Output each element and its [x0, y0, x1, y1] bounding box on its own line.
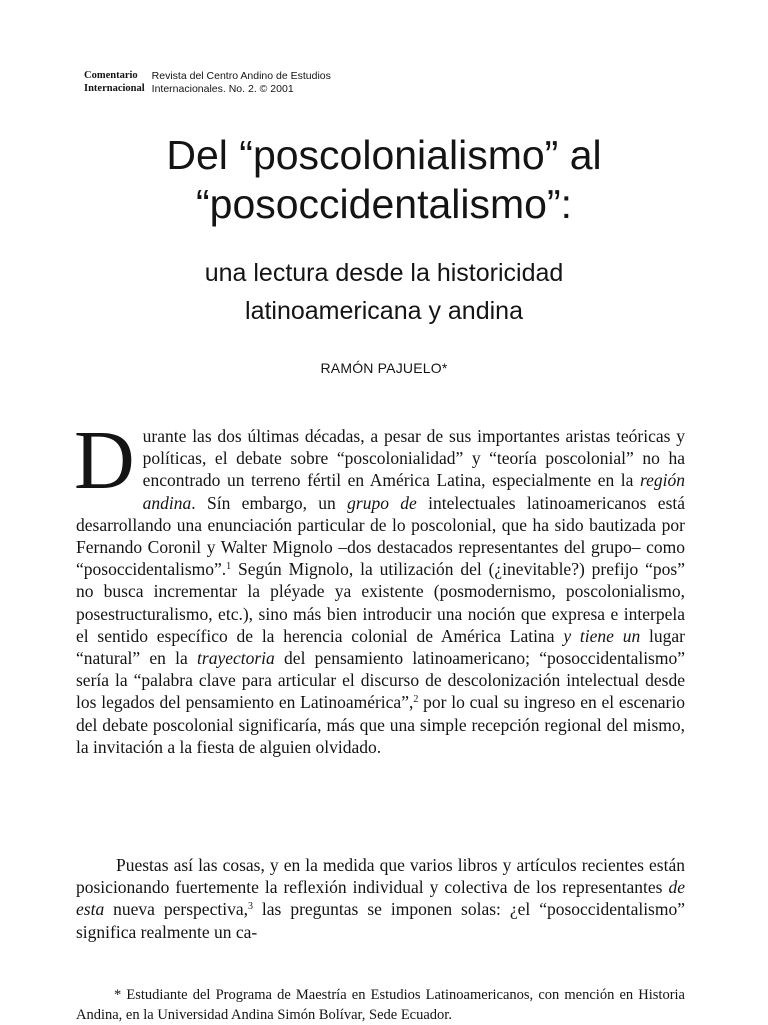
p1-emphasis-d: y tiene un [563, 625, 641, 646]
p1-text-c: intelectuales latinoamericanos está desarrollando una enunciación particular de lo poscolonial, que ha sido bautizada por Fernando Coronil y Walter Mignolo –dos destacados representantes del grupo– como “posoccidentalismo”. [76, 492, 686, 580]
p1-text-a: urante las dos últimas décadas, a pesar de sus importantes aristas teóricas y políticas, el debate sobre “poscolonialidad” y “teoría poscolonial” no ha encontrado un terreno fértil en América Latina, especialmente en la [142, 426, 685, 491]
body-paragraph-2 [76, 854, 685, 943]
drop-cap: D [74, 414, 135, 507]
journal-citation [152, 70, 331, 95]
article-title-line-2: “posoccidentalismo”: [196, 181, 572, 227]
article-title-line-1: Del “poscolonialismo” al [166, 132, 602, 178]
p1-emphasis-b: grupo de [347, 492, 417, 513]
p2-text-a: Puestas así las cosas, y en la medida que varios libros y artículos recientes están posicionando fuertemente la reflexión individual y colectiva de los representantes [76, 855, 685, 898]
author-footnote: * Estudiante del Programa de Maestría en Estudios Latinoamericanos, con mención en Historia Andina, en la Universidad Andina Simón Bolívar, Sede Ecuador. [76, 987, 685, 1023]
p1-emphasis-a: región andina [142, 470, 685, 513]
article-subtitle-line-2: latinoamericana y andina [245, 297, 523, 325]
journal-header [84, 70, 331, 95]
p1-emphasis-e: trayectoria [197, 648, 275, 669]
brand-line-2: Internacional [84, 82, 145, 94]
p2-text-b: nueva perspectiva, [104, 899, 248, 920]
article-subtitle-line-1: una lectura desde la historicidad [204, 259, 564, 287]
p1-text-e: lugar “natural” en la [76, 625, 685, 669]
p2-text-c: las preguntas se imponen solas: ¿el “posoccidentalismo” significa realmente un ca- [76, 899, 686, 942]
citation-line-1: Revista del Centro Andino de Estudios [151, 70, 331, 82]
footnote-ref-2: 2 [413, 694, 419, 706]
p2-emphasis-a: de esta [76, 877, 685, 920]
footnote-ref-1: 1 [226, 561, 232, 573]
p1-text-b: . Sín embargo, un [191, 492, 348, 513]
article-author: RAMÓN PAJUELO* [320, 360, 448, 376]
footnote-ref-3: 3 [247, 901, 253, 913]
p1-text-f: del pensamiento latinoamericano; “posoccidentalismo” sería la “palabra clave para articular el discurso de descolonización intelectual desde los legados del pensamiento en Latinoamérica”, [76, 648, 685, 713]
body-paragraph-1 [74, 414, 686, 758]
citation-line-2: Internacionales. No. 2. © 2001 [151, 82, 294, 95]
brand-line-1: Comentario [84, 70, 138, 81]
journal-brand [84, 70, 145, 95]
p1-text-g: por lo cual su ingreso en el escenario del debate poscolonial significaría, más que una simple recepción regional del mismo, la invitación a la fiesta de alguien olvidado. [76, 692, 685, 757]
p1-text-d: Según Mignolo, la utilización del (¿inevitable?) prefijo “pos” no busca incrementar la pléyade ya existente (posmodernismo, poscolonialismo, posestructuralismo, etc.), sino más bien introducir una noción que expresa e interpela el sentido específico de la herencia colonial de América Latina [76, 559, 685, 646]
